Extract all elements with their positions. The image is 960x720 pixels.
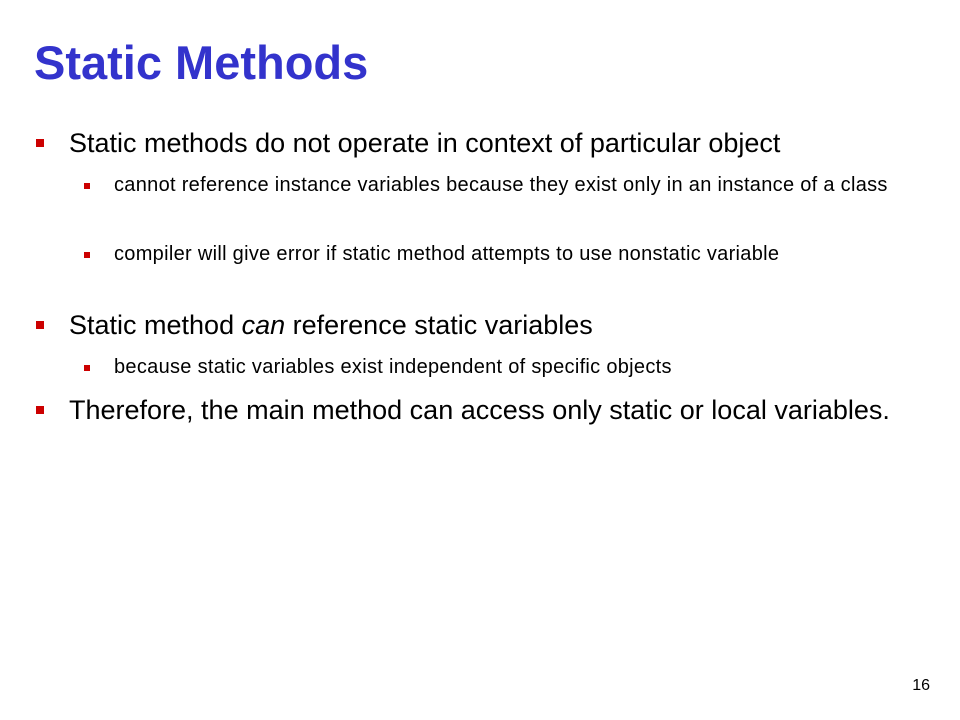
bullet-text-emphasis: can — [241, 310, 286, 340]
bullet-item-3 — [36, 394, 916, 427]
sub-bullet-text: cannot reference instance variables because they exist only in an instance of a class — [114, 174, 888, 196]
bullet-text — [69, 309, 593, 342]
square-bullet-icon — [84, 252, 90, 258]
sub-bullet-item-2-1 — [84, 354, 934, 380]
bullet-text: Static methods do not operate in context of particular object — [69, 128, 781, 158]
sub-bullet-item-1-2 — [84, 241, 884, 267]
square-bullet-icon — [36, 139, 44, 147]
sub-bullet-item-1-1 — [84, 172, 914, 198]
square-bullet-icon — [36, 406, 44, 414]
bullet-item-1 — [36, 127, 936, 160]
square-bullet-icon — [84, 365, 90, 371]
page-number: 16 — [912, 677, 930, 694]
bullet-item-2 — [36, 309, 936, 342]
bullet-text: Therefore, the main method can access only static or local variables. — [69, 395, 890, 425]
slide-title: Static Methods — [34, 36, 369, 89]
bullet-text-end: reference static variables — [285, 310, 593, 340]
square-bullet-icon — [36, 321, 44, 329]
square-bullet-icon — [84, 183, 90, 189]
sub-bullet-text: because static variables exist independent of specific objects — [114, 356, 672, 378]
sub-bullet-text: compiler will give error if static method attempts to use nonstatic variable — [114, 243, 780, 265]
bullet-text-start: Static method — [69, 310, 242, 340]
